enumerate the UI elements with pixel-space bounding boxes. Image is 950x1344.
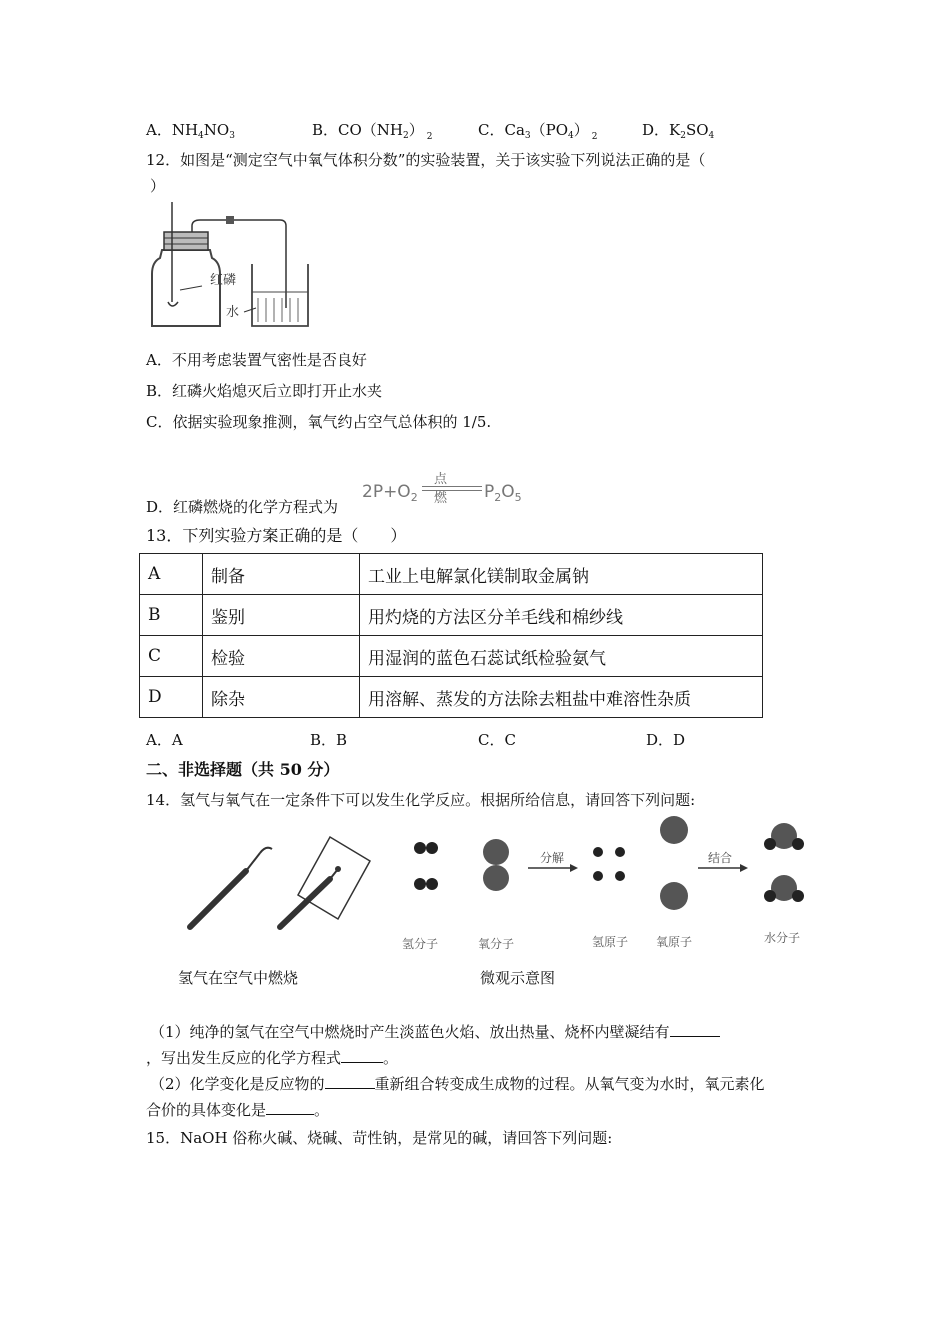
table-cell: B bbox=[140, 595, 203, 636]
q14-part2-line2: 合价的具体变化是 。 bbox=[146, 1101, 330, 1119]
table-row bbox=[140, 677, 763, 718]
q12-option-b[interactable]: B．红磷火焰熄灭后立即打开止水夹 bbox=[146, 382, 383, 400]
table-cell: A bbox=[140, 554, 203, 595]
o-atom-label: 氧原子 bbox=[656, 935, 693, 949]
q11-option-d[interactable]: D．$K_2SO_4$ bbox=[642, 121, 715, 141]
table-cell: D bbox=[140, 677, 203, 718]
q12-option-c[interactable]: C．依据实验现象推测，氧气约占空气总体积的 1/5. bbox=[146, 413, 492, 431]
q13-answer-d[interactable]: D．D bbox=[646, 731, 686, 749]
answer-blank[interactable] bbox=[325, 1074, 375, 1089]
q11-option-c[interactable]: C．$Ca_3(PO_4)$ $_2$ bbox=[478, 121, 598, 142]
equation-bar-2 bbox=[422, 490, 482, 491]
q13-answer-b[interactable]: B．B bbox=[310, 731, 348, 749]
q12-option-a[interactable]: A．不用考虑装置气密性是否良好 bbox=[146, 351, 367, 369]
equation-bar bbox=[422, 486, 482, 487]
q13-table bbox=[139, 553, 763, 718]
q13-answer-c[interactable]: C．C bbox=[478, 731, 516, 749]
q14-part1-line2: ，写出发生反应的化学方程式 。 bbox=[146, 1049, 399, 1067]
table-cell: 用灼烧的方法区分羊毛线和棉纱线 bbox=[360, 595, 763, 636]
q12-stem-end: ） bbox=[150, 177, 166, 195]
table-cell: 用湿润的蓝色石蕊试纸检验氨气 bbox=[360, 636, 763, 677]
q14-stem: 14．氢气与氧气在一定条件下可以发生化学反应。根据所给信息，请回答下列问题: bbox=[146, 791, 696, 809]
q11-option-b[interactable]: B．$CO(NH_2)$ $_2$ bbox=[312, 121, 433, 142]
table-cell: 检验 bbox=[203, 636, 360, 677]
section-title: 二、非选择题（共 50 分） bbox=[146, 760, 340, 779]
q12-apparatus-figure bbox=[140, 198, 310, 330]
q14-part2-line1: （2）化学变化是反应物的 重新组合转变成生成物的过程。从氧气变为水时，氧元素化 bbox=[150, 1075, 765, 1093]
equation-left: $2P+O_2$ bbox=[362, 482, 418, 504]
q12-stem: 12．如图是“测定空气中氧气体积分数”的实验装置，关于该实验下列说法正确的是（ bbox=[146, 151, 706, 169]
o2-molecule-label: 氧分子 bbox=[478, 937, 515, 951]
table-row bbox=[140, 636, 763, 677]
q12-option-d[interactable]: D．红磷燃烧的化学方程式为 bbox=[146, 498, 339, 516]
table-cell: C bbox=[140, 636, 203, 677]
caption-right: 微观示意图 bbox=[480, 969, 556, 987]
q13-stem: 13．下列实验方案正确的是（ ） bbox=[146, 526, 407, 545]
table-cell: 除杂 bbox=[203, 677, 360, 718]
table-cell: 鉴别 bbox=[203, 595, 360, 636]
equation-condition: 点燃 bbox=[434, 472, 448, 506]
answer-blank[interactable] bbox=[341, 1048, 383, 1063]
decompose-label: 分解 bbox=[540, 851, 565, 865]
table-cell: 用溶解、蒸发的方法除去粗盐中难溶性杂质 bbox=[360, 677, 763, 718]
table-cell: 制备 bbox=[203, 554, 360, 595]
equation-right: $P_2O_5$ bbox=[484, 482, 522, 504]
q13-answer-a[interactable]: A．A bbox=[146, 731, 183, 749]
q11-option-a[interactable]: A．$NH_4NO_3$ bbox=[146, 121, 235, 141]
hydrogen-burning-figure bbox=[180, 825, 380, 935]
h-atom-label: 氢原子 bbox=[592, 935, 629, 949]
answer-blank[interactable] bbox=[670, 1022, 720, 1037]
table-row bbox=[140, 595, 763, 636]
h2-molecule-label: 氢分子 bbox=[402, 937, 439, 951]
combine-label: 结合 bbox=[708, 851, 733, 865]
answer-blank[interactable] bbox=[266, 1100, 314, 1115]
table-row bbox=[140, 554, 763, 595]
water-label: 水 bbox=[226, 305, 240, 320]
caption-left: 氢气在空气中燃烧 bbox=[178, 969, 299, 987]
q14-part1-line1: （1）纯净的氢气在空气中燃烧时产生淡蓝色火焰、放出热量、烧杯内壁凝结有 bbox=[150, 1022, 720, 1042]
micro-diagram-figure bbox=[398, 810, 818, 960]
water-molecule-label: 水分子 bbox=[764, 931, 801, 945]
q15-stem: 15．NaOH 俗称火碱、烧碱、苛性钠，是常见的碱，请回答下列问题: bbox=[146, 1129, 613, 1147]
table-cell: 工业上电解氯化镁制取金属钠 bbox=[360, 554, 763, 595]
phosphorus-label: 红磷 bbox=[210, 273, 237, 288]
